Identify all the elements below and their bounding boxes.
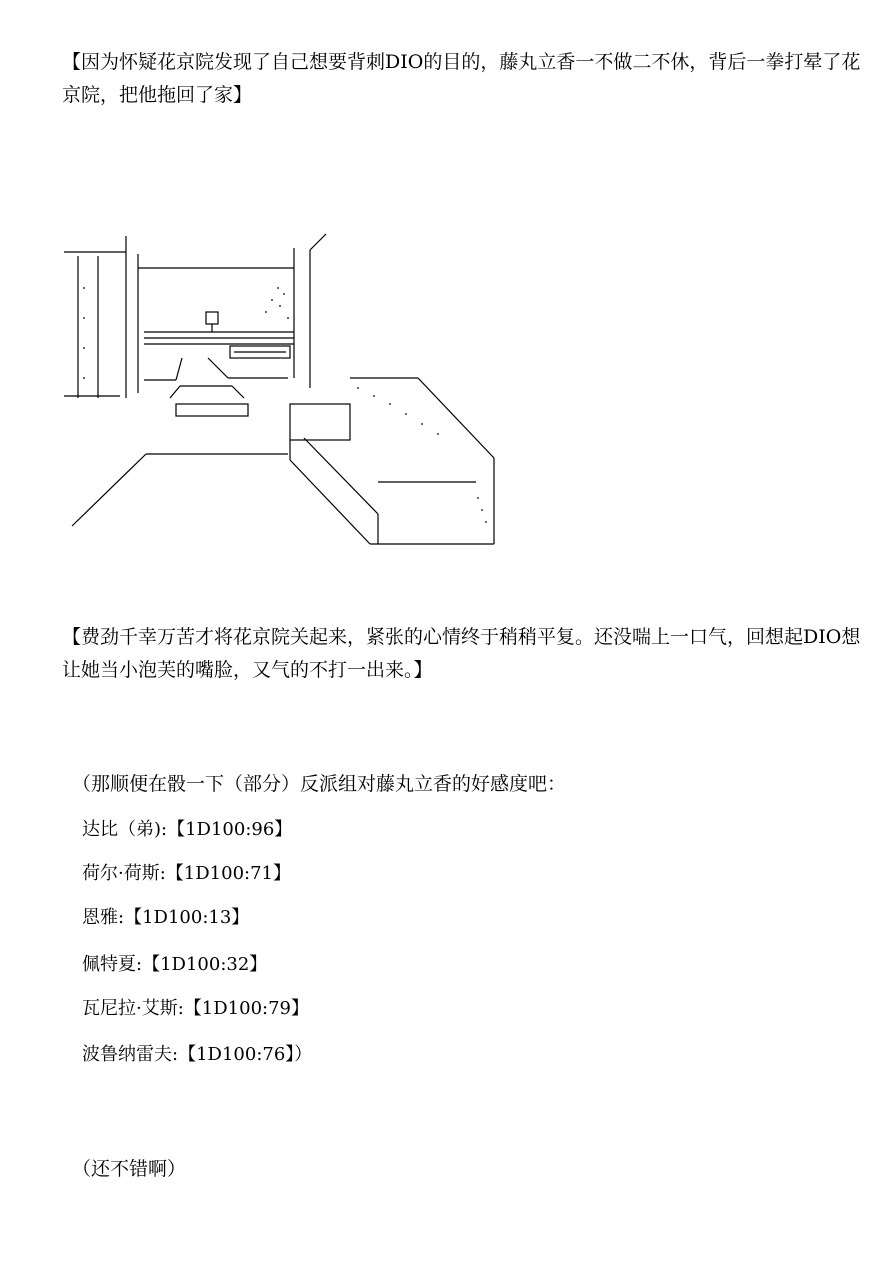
desk-leg-left [176,358,182,380]
chair-seat [176,404,248,416]
chair-back-left [170,386,180,398]
roll-item [82,818,292,842]
roll-intro: （那顺便在骰一下（部分）反派组对藤丸立香的好感度吧： [72,773,567,795]
floor-left-edge [72,454,146,526]
roll-result: 【1D100:96】 [167,819,293,840]
roll-item [82,906,249,930]
roll-character-name: 达比（弟): [82,819,168,840]
narration-paragraph-2: 【费劲千幸万苦才将花京院关起来，紧张的心情终于稍稍平复。还没喘上一口气，回想起DIO想让她当小泡芙的嘴脸，又气的不打一出来。】 [62,626,861,681]
roll-character-name: 佩特夏: [82,954,143,975]
bed-headboard [290,404,350,440]
roll-item [82,953,267,977]
narration-paragraph-1: 【因为怀疑花京院发现了自己想要背刺DIO的目的，藤丸立香一不做二不休，背后一拳打晕了花京院，把他拖回了家】 [62,51,861,106]
shading-dots [83,287,487,523]
roll-item [82,862,291,886]
bed-mattress-edge [304,438,378,514]
bed-side-rail [290,460,370,544]
ceiling-corner [310,234,326,250]
roll-character-name: 荷尔·荷斯: [82,863,166,884]
small-picture-frame [206,312,218,324]
roll-result: 【1D100:79】 [183,998,310,1019]
roll-character-name: 恩雅: [82,907,125,928]
desk-leg-right [208,358,228,378]
ascii-art-room-illustration [58,228,518,553]
roll-character-name: 波鲁纳雷夫: [82,1044,179,1065]
bed-far-edge [418,378,494,458]
roll-result: 【1D100:76】） [178,1044,313,1065]
closing-remark: （还不错啊） [72,1158,187,1180]
roll-item [82,1043,312,1067]
roll-result: 【1D100:13】 [124,907,250,928]
roll-result: 【1D100:32】 [142,954,268,975]
roll-character-name: 瓦尼拉·艾斯: [82,998,184,1019]
chair-back-right [232,386,244,398]
roll-result: 【1D100:71】 [165,863,292,884]
roll-item [82,997,309,1021]
